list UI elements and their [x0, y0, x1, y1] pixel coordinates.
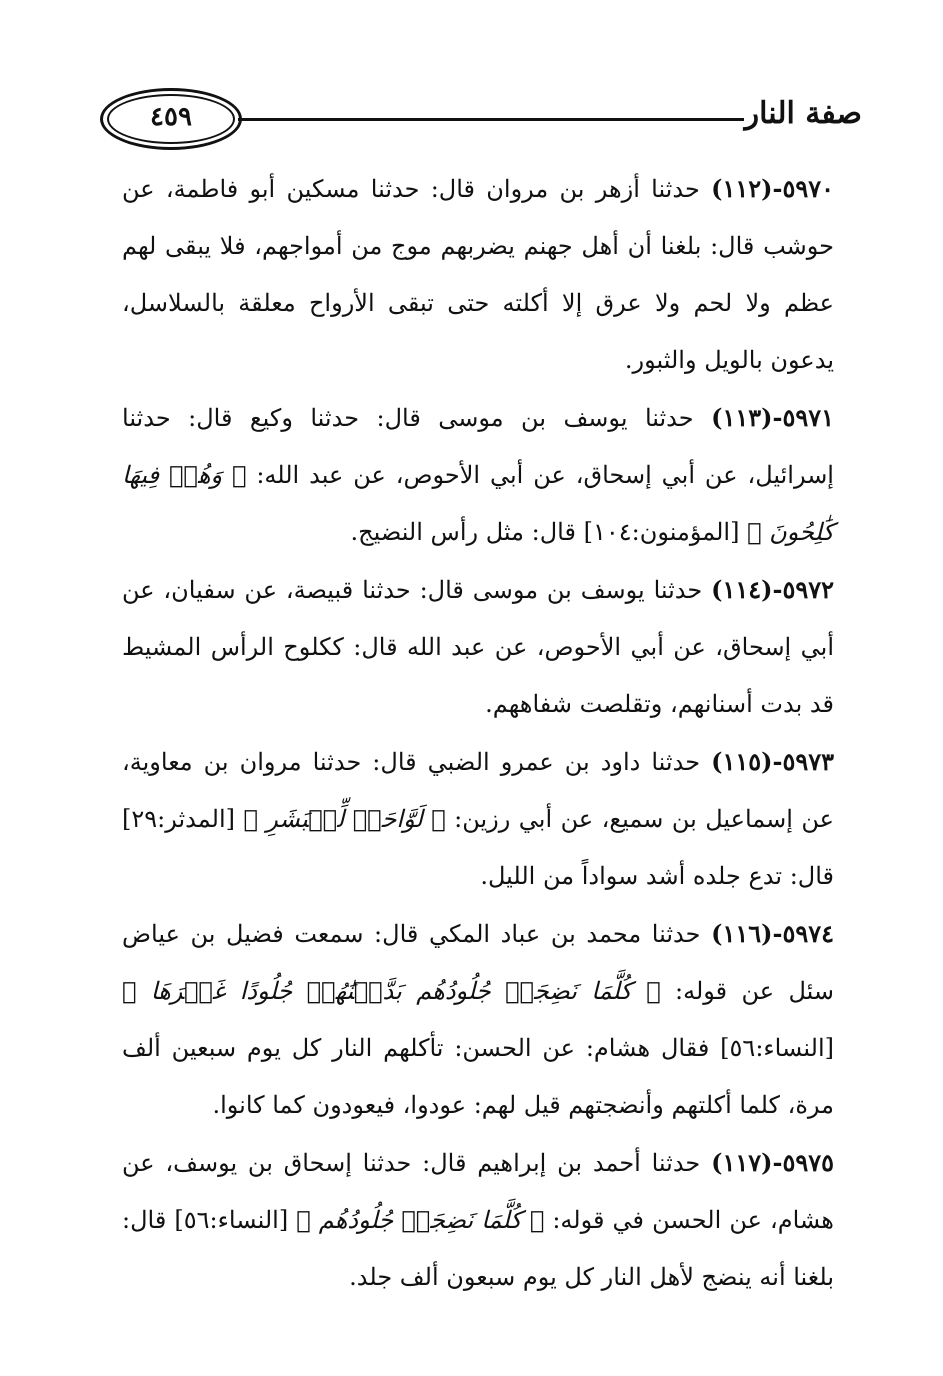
hadith-paragraph — [122, 561, 834, 733]
quran-verse: ﴿ وَهُمۡ فِيهَا كَٰلِحُونَ ﴾ — [122, 461, 834, 546]
hadith-paragraph — [122, 733, 834, 905]
hadith-paragraph — [122, 160, 834, 389]
page-number-badge — [100, 88, 242, 150]
hadith-text: [المؤمنون:١٠٤] قال: مثل رأس النضيج. — [350, 518, 740, 546]
hadith-text: [المدثر:٢٩] قال: تدع جلده أشد سواداً من الليل. — [122, 805, 834, 890]
hadith-text: حدثنا يوسف بن موسى قال: حدثنا وكيع قال: حدثنا إسرائيل، عن أبي إسحاق، عن أبي الأحوص، عن عبد الله: — [122, 404, 834, 489]
hadith-text: حدثنا أحمد بن إبراهيم قال: حدثنا إسحاق بن يوسف، عن هشام، عن الحسن في قوله: — [122, 1149, 834, 1234]
page-header — [100, 88, 862, 158]
hadith-text: حدثنا يوسف بن موسى قال: حدثنا قبيصة، عن سفيان، عن أبي إسحاق، عن أبي الأحوص، عن عبد الله قال: ككلوح الرأس المشيط قد بدت أسنانهم، وتقلصت شفاههم. — [122, 576, 834, 718]
hadith-number: ٥٩٧٤-(١١٦) — [711, 919, 834, 948]
quran-verse: ﴿ كُلَّمَا نَضِجَتۡ جُلُودُهُم بَدَّلۡنَٰهُمۡ جُلُودًا غَيۡرَهَا ﴾ — [122, 977, 661, 1005]
hadith-text: حدثنا محمد بن عباد المكي قال: سمعت فضيل بن عياض سئل عن قوله: — [122, 920, 834, 1005]
page-number: ٤٥٩ — [150, 102, 192, 132]
hadith-paragraph — [122, 1134, 834, 1306]
hadith-text: [النساء:٥٦] قال: بلغنا أنه ينضج لأهل النار كل يوم سبعون ألف جلد. — [122, 1206, 834, 1291]
hadith-number: ٥٩٧١-(١١٣) — [711, 403, 834, 432]
page-body — [122, 160, 834, 1306]
hadith-number: ٥٩٧٥-(١١٧) — [711, 1148, 834, 1177]
quran-verse: ﴿ كُلَّمَا نَضِجَتۡ جُلُودُهُم ﴾ — [296, 1206, 545, 1234]
quran-verse: ﴿ لَوَّاحَةٞ لِّلۡبَشَرِ ﴾ — [243, 805, 446, 833]
header-rule — [238, 118, 744, 121]
hadith-paragraph — [122, 905, 834, 1134]
hadith-number: ٥٩٧٣-(١١٥) — [711, 747, 834, 776]
hadith-number: ٥٩٧٢-(١١٤) — [711, 575, 834, 604]
hadith-text: [النساء:٥٦] فقال هشام: عن الحسن: تأكلهم النار كل يوم سبعين ألف مرة، كلما أكلتهم وأنضجتهم قيل لهم: عودوا، فيعودون كما كانوا. — [122, 1034, 834, 1119]
section-title: صفة النار — [744, 96, 862, 131]
hadith-text: حدثنا داود بن عمرو الضبي قال: حدثنا مروان بن معاوية، عن إسماعيل بن سميع، عن أبي رزين: — [122, 748, 834, 833]
hadith-paragraph — [122, 389, 834, 561]
hadith-number: ٥٩٧٠-(١١٢) — [711, 174, 834, 203]
hadith-text: حدثنا أزهر بن مروان قال: حدثنا مسكين أبو فاطمة، عن حوشب قال: بلغنا أن أهل جهنم يضربهم موج من أمواجهم، فلا يبقى لهم عظم ولا لحم ولا عرق إلا أكلته حتى تبقى الأرواح معلقة بالسلاسل، يدعون بالويل والثبور. — [122, 175, 834, 374]
